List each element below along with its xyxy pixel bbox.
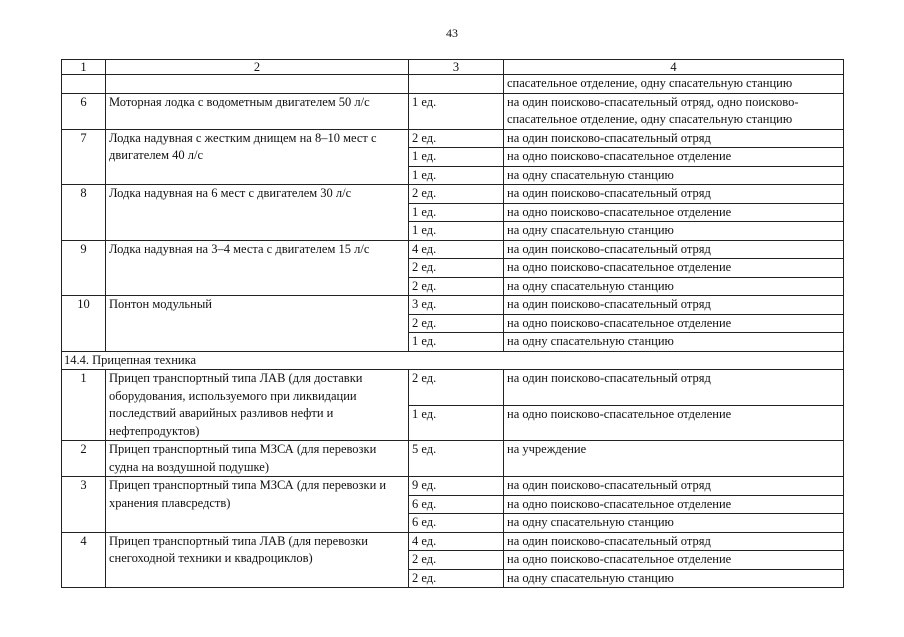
quantity-cell: 1 ед. (409, 203, 504, 222)
quantity-cell: 4 ед. (409, 240, 504, 259)
equipment-name: Прицеп транспортный типа ЛАВ (для доставки оборудования, используемого при ликвидации последствий аварийных разливов нефти и нефтепродуктов) (106, 370, 409, 441)
equipment-name: Лодка надувная на 3–4 места с двигателем 15 л/с (106, 240, 409, 296)
quantity-cell: 6 ед. (409, 495, 504, 514)
header-row (62, 60, 844, 75)
equipment-name: Моторная лодка с водометным двигателем 50 л/с (106, 93, 409, 129)
destination-cell: на одну спасательную станцию (504, 333, 844, 352)
quantity-cell: 3 ед. (409, 296, 504, 315)
table-row (62, 441, 844, 477)
equipment-name: Лодка надувная с жестким днищем на 8–10 мест с двигателем 40 л/с (106, 129, 409, 185)
quantity-cell: 1 ед. (409, 93, 504, 129)
destination-cell: на один поисково-спасательный отряд (504, 296, 844, 315)
section-title: 14.4. Прицепная техника (62, 351, 844, 370)
row-number: 8 (62, 185, 106, 241)
destination-cell: на одно поисково-спасательное отделение (504, 148, 844, 167)
equipment-name: Лодка надувная на 6 мест с двигателем 30 л/с (106, 185, 409, 241)
quantity-cell: 2 ед. (409, 370, 504, 406)
destination-cell: на одно поисково-спасательное отделение (504, 259, 844, 278)
destination-cell: на одно поисково-спасательное отделение (504, 314, 844, 333)
quantity-cell: 5 ед. (409, 441, 504, 477)
equipment-name: Прицеп транспортный типа МЗСА (для перевозки судна на воздушной подушке) (106, 441, 409, 477)
quantity-cell: 2 ед. (409, 277, 504, 296)
row-number: 1 (62, 370, 106, 441)
page-number: 43 (446, 26, 458, 40)
quantity-cell: 1 ед. (409, 222, 504, 241)
name-cell (106, 75, 409, 94)
equipment-name: Прицеп транспортный типа ЛАВ (для перевозки снегоходной техники и квадроциклов) (106, 532, 409, 588)
quantity-cell: 2 ед. (409, 314, 504, 333)
quantity-cell: 1 ед. (409, 333, 504, 352)
quantity-cell (409, 75, 504, 94)
destination-cell: на один поисково-спасательный отряд (504, 185, 844, 204)
destination-cell: на учреждение (504, 441, 844, 477)
continuation-row (62, 75, 844, 94)
header-cell: 3 (409, 60, 504, 75)
equipment-name: Прицеп транспортный типа МЗСА (для перевозки и хранения плавсредств) (106, 477, 409, 533)
header-cell: 2 (106, 60, 409, 75)
number-cell (62, 75, 106, 94)
destination-cell: на одну спасательную станцию (504, 514, 844, 533)
destination-cell: на один поисково-спасательный отряд (504, 240, 844, 259)
destination-cell: на одно поисково-спасательное отделение (504, 203, 844, 222)
header-cell: 1 (62, 60, 106, 75)
destination-cell: на один поисково-спасательный отряд (504, 370, 844, 406)
quantity-cell: 2 ед. (409, 185, 504, 204)
destination-cell: на один поисково-спасательный отряд (504, 532, 844, 551)
quantity-cell: 1 ед. (409, 405, 504, 441)
quantity-cell: 2 ед. (409, 551, 504, 570)
row-number: 7 (62, 129, 106, 185)
quantity-cell: 9 ед. (409, 477, 504, 496)
destination-cell: на одно поисково-спасательное отделение (504, 551, 844, 570)
row-number: 9 (62, 240, 106, 296)
quantity-cell: 6 ед. (409, 514, 504, 533)
table-row (62, 370, 844, 406)
table-row (62, 129, 844, 148)
destination-cell: на одну спасательную станцию (504, 222, 844, 241)
row-number: 2 (62, 441, 106, 477)
destination-cell: на одну спасательную станцию (504, 277, 844, 296)
header-cell: 4 (504, 60, 844, 75)
destination-cell: на один поисково-спасательный отряд, одно поисково-спасательное отделение, одну спасательную станцию (504, 93, 844, 129)
quantity-cell: 2 ед. (409, 129, 504, 148)
row-number: 4 (62, 532, 106, 588)
destination-cell: на один поисково-спасательный отряд (504, 129, 844, 148)
quantity-cell: 4 ед. (409, 532, 504, 551)
table-row (62, 296, 844, 315)
row-number: 10 (62, 296, 106, 352)
destination-cell: на одно поисково-спасательное отделение (504, 495, 844, 514)
row-number: 3 (62, 477, 106, 533)
destination-cell: на одну спасательную станцию (504, 166, 844, 185)
table-row (62, 532, 844, 551)
table-row (62, 93, 844, 129)
quantity-cell: 2 ед. (409, 569, 504, 588)
row-number: 6 (62, 93, 106, 129)
quantity-cell: 1 ед. (409, 148, 504, 167)
quantity-cell: 2 ед. (409, 259, 504, 278)
equipment-table (61, 59, 844, 588)
destination-cell: спасательное отделение, одну спасательную станцию (504, 75, 844, 94)
table-row (62, 477, 844, 496)
equipment-name: Понтон модульный (106, 296, 409, 352)
table-row (62, 185, 844, 204)
table-row (62, 240, 844, 259)
destination-cell: на один поисково-спасательный отряд (504, 477, 844, 496)
quantity-cell: 1 ед. (409, 166, 504, 185)
destination-cell: на одну спасательную станцию (504, 569, 844, 588)
section-row (62, 351, 844, 370)
destination-cell: на одно поисково-спасательное отделение (504, 405, 844, 441)
